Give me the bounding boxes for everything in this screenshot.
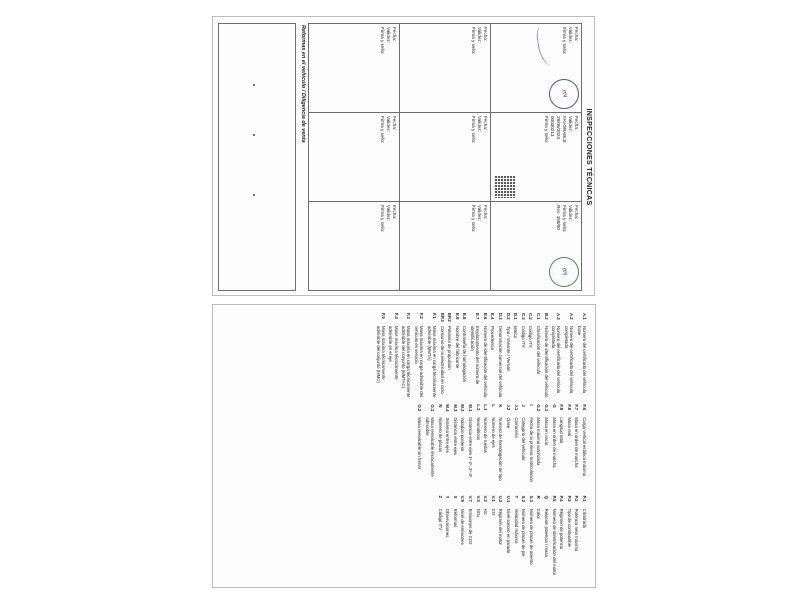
code-key: M.3 — [452, 404, 458, 412]
code-entry — [544, 496, 549, 581]
code-entry — [574, 496, 579, 581]
code-entry — [468, 404, 473, 489]
code-description: Masa en orden de marcha — [551, 417, 557, 468]
code-description: Régimen del motor — [498, 508, 504, 545]
code-description: Número de identificación del vehículo — [482, 326, 488, 398]
code-entry — [483, 496, 488, 581]
code-description: Contraseña de homologación — [462, 326, 468, 383]
cell-text: Validez: — [477, 116, 482, 133]
inspection-cell — [491, 113, 582, 202]
code-entry — [551, 404, 556, 489]
code-description: Emisiones de CO2 — [468, 508, 474, 545]
code-key: E.8 — [462, 313, 468, 320]
code-entry — [453, 496, 458, 581]
code-entry — [582, 404, 587, 489]
code-key: E.9 — [454, 313, 460, 320]
code-key: B.2 — [543, 313, 549, 320]
codes-column — [376, 313, 588, 398]
code-entry — [529, 404, 534, 489]
code-key: P.4 — [559, 495, 565, 502]
code-description: Masa máxima técnicamente admisible del conjunto (MMC) — [375, 326, 386, 383]
code-description: Número del certificado del vehículo completado — [551, 326, 562, 394]
page-title: INSPECCIONES TÉCNICAS — [585, 108, 592, 206]
inspection-cell — [400, 113, 491, 202]
code-description: Marca — [513, 326, 519, 338]
code-description: Denominación comercial del vehículo — [498, 326, 504, 398]
code-description: Nivel de emisiones — [460, 508, 466, 545]
code-description: Masa en vacío — [544, 417, 550, 446]
code-description: Régimen de potencia — [559, 508, 565, 550]
code-key: P.3 — [566, 495, 572, 502]
code-description: Clasificación del vehículo — [536, 326, 542, 375]
codes-legend — [221, 313, 587, 581]
inspection-table — [308, 23, 582, 291]
code-key: F.1 — [432, 313, 438, 319]
code-description: Reformas — [452, 508, 458, 528]
code-key: F.8 — [566, 404, 572, 411]
cell-text: Validez: — [386, 27, 391, 44]
inspection-row — [400, 24, 491, 291]
code-entry — [551, 496, 556, 581]
code-description: Distancia entre ejes — [452, 417, 458, 456]
code-description: Número de identificación del motor — [551, 508, 557, 576]
code-description: Sistema entre ejes — [445, 417, 451, 453]
cell-text: Fecha: — [574, 116, 579, 131]
code-entry — [498, 404, 503, 489]
code-entry — [439, 313, 444, 398]
code-key: N — [437, 404, 443, 408]
code-description: Nombre del fabricante — [454, 326, 460, 369]
code-key: U.1 — [506, 495, 512, 503]
mark-dot — [253, 134, 255, 136]
code-description: Color — [536, 508, 542, 519]
itv-stamp: ITV — [546, 76, 582, 113]
code-key: V.1 — [490, 495, 496, 502]
code-key: V.7 — [468, 495, 474, 502]
code-key: E.6 — [482, 313, 488, 320]
cell-text: Firma y sello: — [562, 205, 567, 233]
code-description: Masa máxima en carga técnicamente admisible del conjunto (MMTAC) — [401, 326, 412, 398]
code-description: Número de plazas — [437, 417, 443, 453]
code-entry — [445, 404, 450, 489]
cell-text: Fecha: — [574, 205, 579, 220]
code-entry — [388, 313, 398, 398]
code-entry — [536, 404, 541, 489]
code-description: Carrocería — [513, 417, 519, 438]
itv-stamp: ITV — [546, 254, 582, 291]
code-description: Voladizo posterior — [460, 417, 466, 452]
code-key: K — [498, 404, 504, 408]
code-key: F.9 — [559, 404, 565, 411]
code-entry — [506, 404, 511, 489]
code-key: EP.2 — [447, 313, 453, 322]
cell-text: Fecha: — [574, 27, 579, 42]
code-description: Tipo / Variante / Versión — [505, 326, 511, 372]
code-key: V.3 — [475, 495, 481, 502]
code-key: EP.3 — [439, 313, 445, 322]
code-entry — [470, 313, 480, 398]
codes-column — [376, 496, 588, 581]
code-key: M.4 — [445, 404, 451, 412]
code-description: Tipo de combustible — [566, 508, 572, 547]
code-description: Masa real — [566, 417, 572, 437]
code-description: Carga vertical estática máxima — [582, 417, 587, 477]
code-key: C.1 — [536, 313, 542, 320]
code-key: U.2 — [498, 495, 504, 503]
code-entry — [417, 404, 422, 489]
code-entry — [483, 313, 488, 398]
code-description: Código ITV — [520, 326, 526, 348]
code-key: V.9 — [460, 495, 466, 502]
cell-text: Fecha: — [392, 27, 397, 42]
code-key: L — [490, 404, 496, 407]
code-entry — [559, 496, 564, 581]
code-entry — [567, 404, 572, 489]
code-key: R — [536, 495, 542, 499]
code-key: M.2 — [460, 404, 466, 412]
code-description: Cilindrada — [582, 508, 587, 529]
mark-dot — [253, 194, 255, 196]
cell-text: 28/06/2024 — [556, 116, 561, 139]
code-key: G — [551, 404, 557, 408]
code-entry — [564, 313, 574, 398]
code-description: Relación potencia / masa — [544, 508, 550, 557]
code-description: Procedencia — [490, 326, 496, 350]
cell-text: Firma y sello: — [471, 205, 476, 233]
code-description: Distancia entre ejes 1º-2º, 2º-3º — [468, 417, 474, 478]
code-key: G.1 — [544, 404, 550, 412]
code-description: Número de identificación del vehículo — [543, 326, 549, 398]
cell-text: Validez: — [568, 205, 573, 222]
code-description: Potencia neta máxima — [574, 508, 580, 552]
code-key: F.4 — [393, 313, 399, 319]
reform-panel — [218, 23, 296, 291]
cell-text: Rec. 158/00 — [556, 205, 561, 230]
code-entry — [551, 313, 561, 398]
code-description: Potencia de propulsión — [447, 326, 453, 370]
inspection-cell — [491, 202, 582, 291]
cell-text: Firma y sello: — [380, 116, 385, 144]
cell-text: Validez: — [477, 27, 482, 44]
code-entry — [521, 404, 526, 489]
cell-text: Firma y sello: — [380, 27, 385, 55]
inspection-page — [212, 16, 595, 296]
cell-text: Validez: — [568, 27, 573, 44]
code-description: Observaciones — [445, 508, 451, 538]
code-description: Número de ejes — [490, 417, 496, 448]
code-entry — [521, 496, 526, 581]
inspection-cell — [309, 24, 400, 113]
cell-text: Firma y sello: — [471, 27, 476, 55]
code-entry — [483, 404, 488, 489]
cell-text: 00030213 — [550, 116, 555, 137]
code-description: Código ITV — [437, 508, 443, 531]
code-entry — [460, 404, 465, 489]
code-key: A.2 — [569, 313, 575, 320]
code-entry — [475, 496, 480, 581]
code-key: A.1 — [582, 313, 587, 320]
mark-dot — [253, 84, 255, 86]
code-description: HC — [483, 508, 489, 515]
code-description: Masa en orden de marcha — [574, 417, 580, 468]
code-key: G.2 — [536, 404, 542, 412]
code-entry — [544, 404, 549, 489]
code-key: F.5 — [380, 313, 386, 319]
code-key: F.6 — [582, 404, 587, 411]
code-key: Z — [437, 495, 443, 499]
code-entry — [475, 404, 480, 489]
code-entry — [490, 313, 495, 398]
code-key: L.1 — [483, 404, 489, 411]
code-entry — [505, 313, 510, 398]
code-description: Masa máxima en carga admisible del vehículo en servicio — [414, 326, 425, 397]
code-key: J.2 — [506, 404, 512, 411]
code-entry — [427, 313, 437, 398]
codes-column — [376, 404, 588, 489]
code-entry — [491, 404, 496, 489]
code-description: Número del certificado del vehículo completado — [564, 326, 575, 394]
code-description: Categoría del vehículo — [521, 417, 527, 461]
code-entry — [559, 404, 564, 489]
code-key: E.7 — [475, 313, 481, 320]
code-entry — [513, 313, 518, 398]
cell-text: Fecha: — [483, 27, 488, 42]
inspection-cell — [400, 24, 491, 113]
code-entry — [438, 404, 443, 489]
code-key: D.2 — [505, 313, 511, 320]
code-description: Número de homologación de tipo — [498, 417, 504, 481]
code-entry — [574, 404, 579, 489]
code-description: Longitud total — [559, 417, 565, 444]
code-key: T — [513, 495, 519, 499]
cell-text: Fecha: — [392, 205, 397, 220]
code-description: NOx — [475, 508, 481, 518]
code-entry — [462, 313, 467, 398]
code-key: C.3 — [520, 313, 526, 320]
code-description: Masa remolcable sin frenar — [417, 417, 423, 470]
code-description: Nivel sonoro en parado — [506, 508, 512, 554]
code-key: J — [521, 404, 527, 407]
cell-text: Validez: — [477, 205, 482, 222]
code-key: C.2 — [528, 313, 534, 320]
code-entry — [376, 313, 386, 398]
code-key: P.5 — [551, 495, 557, 502]
inspection-row — [491, 24, 582, 291]
code-description: Masa máxima técnicamente admisible en el eje — [388, 326, 399, 380]
cell-text: Validez: — [386, 116, 391, 133]
code-entry — [460, 496, 465, 581]
inspection-cell — [309, 202, 400, 291]
code-description: CO — [490, 508, 496, 516]
code-key: F.2 — [419, 313, 425, 319]
code-description: Masa máxima autorizada — [536, 417, 542, 466]
code-entry — [401, 313, 411, 398]
code-entry — [438, 496, 443, 581]
code-key: E.4 — [490, 313, 496, 320]
code-entry — [414, 313, 424, 398]
code-key: F.3 — [406, 313, 412, 319]
code-key: X — [452, 495, 458, 499]
inspection-cell — [309, 113, 400, 202]
code-key: F.7 — [574, 404, 580, 411]
inspection-cell — [491, 24, 582, 113]
code-entry — [453, 404, 458, 489]
reform-label: Reformas en el vehículo / Diligencia de venta — [300, 25, 306, 143]
code-entry — [513, 404, 518, 489]
code-description: Neumáticos — [475, 417, 481, 441]
code-key: M.1 — [468, 404, 474, 412]
code-entry — [536, 496, 541, 581]
code-key: V.2 — [483, 495, 489, 502]
code-key: Y — [445, 495, 451, 499]
code-key: S.2 — [521, 495, 527, 503]
code-key: A.3 — [556, 313, 562, 320]
cell-text: Fecha: — [392, 116, 397, 131]
code-description: Masa máxima en carga técnicamente admisible (MMTA) — [426, 326, 438, 398]
cell-text: Firma y sello: — [380, 205, 385, 233]
code-entry — [447, 313, 452, 398]
codes-page — [212, 304, 596, 588]
code-entry — [455, 313, 460, 398]
code-description: Masa remolcable técnicamente admisible — [424, 417, 436, 477]
code-key: S.1 — [528, 495, 534, 503]
code-key: J.1 — [513, 404, 519, 411]
code-key: D.1 — [513, 313, 519, 320]
cell-text: FAVORABLE — [562, 116, 567, 143]
code-entry — [425, 404, 435, 489]
code-description: Código ITV — [528, 326, 534, 348]
code-key: I — [528, 404, 534, 406]
code-entry — [577, 313, 587, 398]
code-key: P.2 — [574, 495, 580, 502]
code-entry — [498, 496, 503, 581]
signature-mark — [535, 25, 559, 67]
code-key: P.1 — [582, 495, 587, 502]
cell-text: Validez: — [386, 205, 391, 222]
code-entry — [445, 496, 450, 581]
cell-text: Fecha: — [483, 205, 488, 220]
code-entry — [498, 313, 503, 398]
cell-text: Firma y sello: — [471, 116, 476, 144]
code-entry — [529, 496, 534, 581]
code-description: Número de ruedas — [483, 417, 489, 453]
code-entry — [543, 313, 548, 398]
code-entry — [536, 313, 541, 398]
code-description: Número de plazas de pie — [521, 508, 527, 557]
code-entry — [582, 496, 587, 581]
code-description: Emplazamiento del número de identificación — [470, 326, 481, 385]
code-entry — [513, 496, 518, 581]
code-entry — [491, 496, 496, 581]
cell-text: Validez: — [568, 116, 573, 133]
code-key: O.1 — [430, 404, 436, 412]
code-key: O.2 — [417, 404, 423, 412]
code-description: Velocidad máxima — [513, 508, 519, 544]
cell-text: Firma y sello: — [544, 116, 549, 144]
code-description: Número del certificado del vehículo base — [576, 326, 587, 394]
code-key: Q — [544, 495, 550, 499]
code-key: L.2 — [475, 404, 481, 411]
qr-code — [494, 176, 516, 198]
code-entry — [506, 496, 511, 581]
code-entry — [528, 313, 533, 398]
code-description: Consumo de la electricidad en ciclo — [439, 326, 445, 394]
cell-text: Fecha: — [483, 116, 488, 131]
inspection-cell — [400, 202, 491, 291]
inspection-row — [309, 24, 400, 291]
cell-text: Firma y sello: — [562, 27, 567, 55]
code-description: Clase — [506, 417, 512, 429]
code-description: Número de plazas de asiento — [528, 508, 534, 565]
code-entry — [567, 496, 572, 581]
code-key: D.3 — [498, 313, 504, 320]
code-description: Fecha de la primera matriculación — [528, 417, 534, 483]
code-entry — [521, 313, 526, 398]
code-entry — [468, 496, 473, 581]
